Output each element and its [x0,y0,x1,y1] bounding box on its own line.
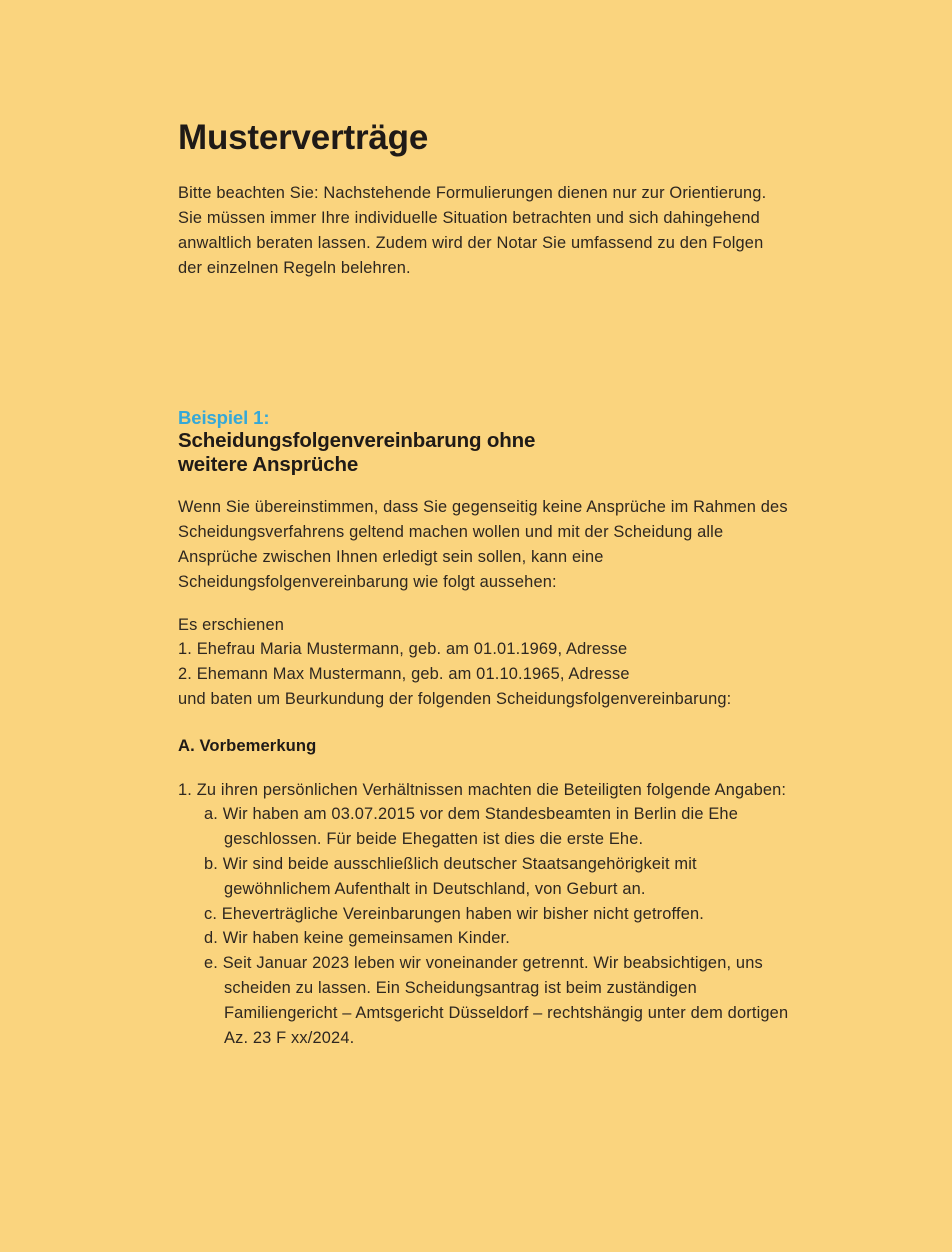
appearance-party-1: 1. Ehefrau Maria Mustermann, geb. am 01.01.1969, Adresse [178,640,628,659]
appearance-intro-line: Es erschienen [178,615,284,634]
list-item: e. Seit Januar 2023 leben wir voneinander getrennt. Wir beabsichtigen, uns scheiden zu lassen. Ein Scheidungsantrag ist beim zuständigen Familiengericht – Amtsgericht Düsseldorf – rechtshängig unter dem dortigen Az. 23 F xx/2024. [204,954,789,1047]
example-title-line-1: Scheidungsfolgenvereinbarung ohne [178,429,536,453]
section-a-heading: A. Vorbemerkung [178,735,317,755]
section-a-sub-list [178,802,792,1050]
appearance-closing-line: und baten um Beurkundung der folgenden Scheidungsfolgenvereinbarung: [178,689,732,708]
appearance-party-2: 2. Ehemann Max Mustermann, geb. am 01.10.1965, Adresse [178,665,630,684]
intro-block [178,181,792,280]
appearance-block [178,613,792,712]
example-title-line-2: weitere Ansprüche [178,453,359,477]
example-lead-paragraph: Wenn Sie übereinstimmen, dass Sie gegenseitig keine Ansprüche im Rahmen des Scheidungsverfahrens geltend machen wollen und mit der Scheidung alle Ansprüche zwischen Ihnen erledigt sein sollen, kann eine Scheidungsfolgenvereinbarung wie folgt aussehen: [178,498,788,591]
section-spacer [178,280,792,407]
list-item: c. Eheverträgliche Vereinbarungen haben wir bisher nicht getroffen. [204,904,704,923]
list-item: b. Wir sind beide ausschließlich deutscher Staatsangehörigkeit mit gewöhnlichem Aufenthalt in Deutschland, von Geburt an. [204,854,697,898]
example-title [178,429,792,477]
content-column [178,118,792,1050]
intro-paragraph: Bitte beachten Sie: Nachstehende Formulierungen dienen nur zur Orientierung. Sie müssen immer Ihre individuelle Situation betrachten und sich dahingehend anwaltlich beraten lassen. Zudem wird der Notar Sie umfassend zu den Folgen der einzelnen Regeln belehren. [178,184,767,277]
list-item: a. Wir haben am 03.07.2015 vor dem Standesbeamten in Berlin die Ehe geschlossen. Für beide Ehegatten ist dies die erste Ehe. [204,805,738,849]
page-title: Musterverträge [178,118,429,157]
example-heading-group [178,407,792,477]
example-label: Beispiel 1: [178,407,270,429]
section-a-item-1: 1. Zu ihren persönlichen Verhältnissen machten die Beteiligten folgende Angaben: [178,780,787,799]
list-item: d. Wir haben keine gemeinsamen Kinder. [204,929,510,948]
